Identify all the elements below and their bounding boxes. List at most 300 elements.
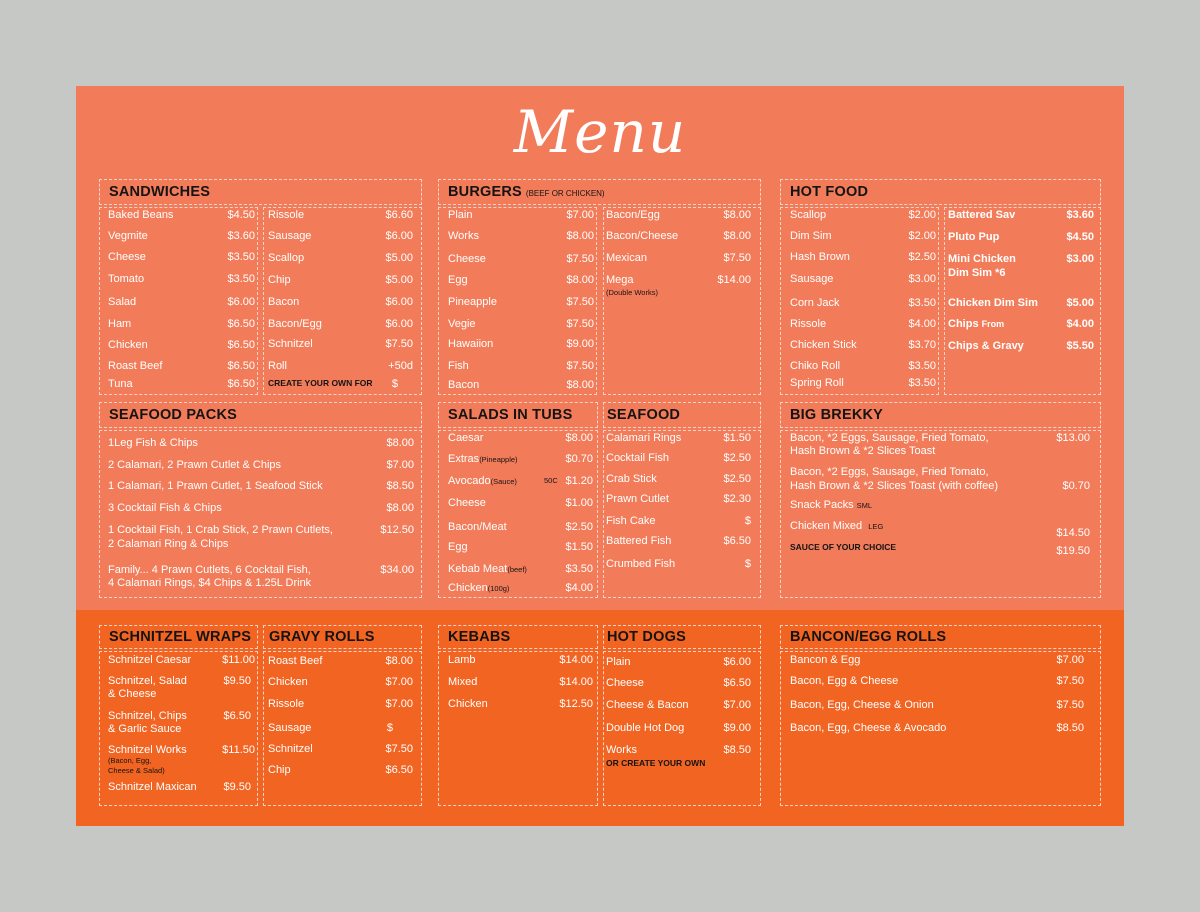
item-name: Mexican [606, 252, 647, 264]
item-name: Chicken Mixed [790, 520, 863, 532]
item-name: Rissole [790, 318, 827, 330]
item-price: $3.50 [227, 251, 255, 263]
list-item [268, 676, 413, 690]
item-name: Works [448, 230, 479, 242]
item-price: $11.00 [222, 654, 255, 666]
item-price: $8.00 [385, 655, 413, 667]
create-your-own-row [268, 378, 398, 392]
list-item [268, 230, 413, 244]
item-name: Sausage [790, 273, 834, 285]
item-name: Schnitzel Maxican [108, 781, 197, 793]
item-name: Spring Roll [790, 377, 844, 389]
item-price: $6.50 [385, 764, 413, 776]
item-price: $6.00 [723, 656, 751, 668]
list-item [448, 209, 594, 223]
item-name: Tuna [108, 378, 133, 390]
item-price: $8.00 [566, 274, 594, 286]
list-item [108, 710, 251, 724]
item-price: $3.50 [565, 563, 593, 575]
item-name: (100g) [487, 584, 510, 593]
list-item [268, 252, 413, 266]
list-item [108, 360, 255, 374]
item-name: Hash Brown [790, 251, 850, 263]
item-price: $2.50 [565, 521, 593, 533]
list-item [108, 209, 255, 223]
item-name: Plain [448, 209, 473, 221]
item-name: Cheese [108, 251, 146, 263]
item-price: $2.00 [908, 209, 936, 221]
item-price: $4.50 [227, 209, 255, 221]
item-price: $9.50 [223, 781, 251, 793]
gravy-rolls-header [263, 625, 422, 649]
item-price: $6.00 [385, 230, 413, 242]
list-item [448, 432, 593, 446]
burgers-note: (BEEF OR CHICKEN) [525, 189, 605, 198]
list-item [790, 377, 936, 391]
list-item [108, 524, 414, 538]
list-item [268, 318, 413, 332]
item-price: $7.50 [1056, 699, 1084, 711]
item-price: $3.00 [908, 273, 936, 285]
list-item [268, 209, 413, 223]
item-name: Cheese & Bacon [606, 699, 689, 711]
list-item [606, 209, 751, 223]
item-name: Hash Brown & *2 Slices Toast [790, 445, 936, 457]
list-item [606, 535, 751, 549]
list-item-line2 [108, 688, 251, 702]
item-name: Plain [606, 656, 631, 668]
list-item [606, 656, 751, 670]
item-name: Avocado [448, 475, 491, 487]
brekky-price-3 [790, 527, 1090, 541]
list-item [948, 253, 1094, 267]
item-name: Chip [268, 274, 291, 286]
item-name: Roast Beef [268, 655, 323, 667]
hot-dogs-heading: HOT DOGS [607, 629, 686, 645]
list-item [606, 473, 751, 487]
item-price: $9.00 [566, 338, 594, 350]
item-price: $7.00 [1056, 654, 1084, 666]
item-name: 4 Calamari Rings, $4 Chips & 1.25L Drink [108, 577, 312, 589]
list-item [948, 231, 1094, 245]
item-name: Snack Packs [790, 499, 854, 511]
item-price: $3.60 [1066, 209, 1094, 221]
egg-rolls-heading: BANCON/EGG ROLLS [790, 629, 947, 645]
item-price: $5.50 [1066, 340, 1094, 352]
list-item [448, 521, 593, 535]
item-price: $8.00 [565, 432, 593, 444]
item-price: $1.50 [565, 541, 593, 553]
item-name: Bacon [448, 379, 480, 391]
item-price: $4.00 [1066, 318, 1094, 330]
list-item [448, 379, 594, 393]
item-name: 1 Calamari, 1 Prawn Cutlet, 1 Seafood Stick [108, 480, 323, 492]
item-name: Bacon, Egg & Cheese [790, 675, 899, 687]
list-item [448, 338, 594, 352]
item-price: $9.50 [223, 675, 251, 687]
item-name: 2 Calamari, 2 Prawn Cutlet & Chips [108, 459, 282, 471]
item-name: Scallop [268, 252, 305, 264]
item-name: From [981, 319, 1005, 329]
item-price: $2.50 [723, 452, 751, 464]
item-name: Vegmite [108, 230, 148, 242]
item-name: Scallop [790, 209, 827, 221]
item-name: Sausage [268, 722, 312, 734]
item-price: $1.50 [723, 432, 751, 444]
big-brekky-header [780, 402, 1101, 428]
item-price: $3.50 [908, 297, 936, 309]
item-name: Schnitzel, Salad [108, 675, 187, 687]
salads-heading: SALADS IN TUBS [448, 407, 573, 423]
item-name: Chicken Dim Sim [948, 297, 1038, 309]
list-item [790, 230, 936, 244]
list-item [948, 209, 1094, 223]
item-name: Schnitzel Works [108, 744, 187, 756]
burgers-heading: BURGERS [448, 184, 522, 200]
sandwiches-heading: SANDWICHES [109, 184, 211, 200]
list-item [790, 360, 936, 374]
item-price: $8.00 [566, 379, 594, 391]
burgers-header [438, 179, 761, 205]
item-name: Mega [606, 274, 634, 286]
item-name: Chiko Roll [790, 360, 841, 372]
list-item [606, 230, 751, 244]
item-name: Bacon/Meat [448, 521, 507, 533]
item-name: Corn Jack [790, 297, 840, 309]
list-item [108, 251, 255, 265]
mega-note-row [606, 288, 706, 302]
item-name: Cheese & Salad) [108, 766, 165, 775]
item-price: $6.50 [723, 677, 751, 689]
list-item [448, 497, 593, 511]
item-price: $8.00 [386, 437, 414, 449]
item-price: $6.00 [227, 296, 255, 308]
item-price: $6.00 [385, 296, 413, 308]
list-item [268, 698, 413, 712]
item-price: $7.50 [566, 318, 594, 330]
brekky-item-2-line2 [790, 480, 1090, 494]
list-item [108, 230, 255, 244]
item-name: Tomato [108, 273, 145, 285]
item-name: 2 Calamari Ring & Chips [108, 538, 229, 550]
list-item [268, 655, 413, 669]
item-name: Dim Sim [790, 230, 832, 242]
list-item [448, 582, 593, 596]
item-price: $8.50 [386, 480, 414, 492]
item-name: Fish [448, 360, 469, 372]
list-item [108, 781, 251, 795]
item-name: Chicken Stick [790, 339, 857, 351]
item-name: Egg [448, 541, 468, 553]
list-item [448, 296, 594, 310]
list-item [606, 558, 751, 572]
item-price: $8.00 [566, 230, 594, 242]
item-price: $6.50 [723, 535, 751, 547]
list-item [790, 318, 936, 332]
list-item [108, 564, 414, 578]
list-item-note [108, 766, 208, 776]
item-name: Bacon/Egg [268, 318, 322, 330]
list-item [948, 318, 1094, 332]
list-item [790, 297, 936, 311]
item-name: Lamb [448, 654, 476, 666]
item-name: Bacon [268, 296, 300, 308]
hot-food-header [780, 179, 1101, 205]
item-name: Ham [108, 318, 132, 330]
item-name: Calamari Rings [606, 432, 682, 444]
list-item [606, 493, 751, 507]
list-item [448, 360, 594, 374]
item-price: +50d [388, 360, 413, 372]
item-name: (Double Works) [606, 288, 658, 297]
item-name: Dim Sim *6 [948, 267, 1006, 279]
item-name: Cheese [606, 677, 644, 689]
item-name: Fish Cake [606, 515, 656, 527]
list-item [606, 722, 751, 736]
list-item [948, 297, 1094, 311]
item-name: Rissole [268, 209, 305, 221]
item-name: Bacon/Egg [606, 209, 660, 221]
list-item [108, 273, 255, 287]
item-name: CREATE YOUR OWN FOR [268, 378, 373, 388]
list-item [790, 209, 936, 223]
item-name: & Cheese [108, 688, 157, 700]
item-name: Baked Beans [108, 209, 174, 221]
list-item [606, 452, 751, 466]
item-name: 1 Cocktail Fish, 1 Crab Stick, 2 Prawn Cutlets, [108, 524, 333, 536]
list-item [268, 274, 413, 288]
item-name: Chicken [448, 582, 488, 594]
item-name: 1Leg Fish & Chips [108, 437, 198, 449]
list-item [448, 475, 593, 489]
item-name: Cheese [448, 497, 486, 509]
item-name: Chicken [268, 676, 308, 688]
schnitzel-wraps-heading: SCHNITZEL WRAPS [109, 629, 252, 645]
item-name: Roast Beef [108, 360, 163, 372]
item-price: $7.00 [385, 676, 413, 688]
item-name: Kebab Meat [448, 563, 508, 575]
item-name: Crab Stick [606, 473, 657, 485]
item-name: 50C [544, 476, 558, 485]
item-name: Chicken [448, 698, 488, 710]
item-price: $4.00 [565, 582, 593, 594]
list-item-note [108, 756, 208, 766]
item-name: Cocktail Fish [606, 452, 669, 464]
list-item [606, 515, 751, 529]
item-price: $2.00 [908, 230, 936, 242]
hot-food-heading: HOT FOOD [790, 184, 869, 200]
list-item [108, 459, 414, 473]
item-price: $8.00 [723, 209, 751, 221]
item-name: (Pineapple) [479, 455, 518, 464]
item-name: & Garlic Sauce [108, 723, 182, 735]
egg-rolls-header [780, 625, 1101, 649]
item-price: $6.00 [385, 318, 413, 330]
item-price: $0.70 [1062, 480, 1090, 492]
brekky-price-4 [790, 545, 1090, 559]
item-price: $ [391, 378, 398, 390]
list-item [790, 654, 1084, 668]
item-name: Chips & Gravy [948, 340, 1024, 352]
list-item [448, 563, 593, 577]
item-price: $3.50 [227, 273, 255, 285]
item-price: $5.00 [385, 274, 413, 286]
list-item [790, 722, 1084, 736]
item-price: $3.60 [227, 230, 255, 242]
item-name: Bacon, *2 Eggs, Sausage, Fried Tomato, [790, 466, 989, 478]
list-item [448, 274, 594, 288]
item-price: $ [386, 722, 393, 734]
list-item [268, 338, 413, 352]
seafood-header [603, 402, 761, 428]
item-price: $34.00 [380, 564, 414, 576]
item-name: Battered Fish [606, 535, 672, 547]
item-price: $12.50 [380, 524, 414, 536]
item-price: $1.00 [565, 497, 593, 509]
item-price: $11.50 [222, 744, 255, 756]
item-name: Schnitzel Caesar [108, 654, 192, 666]
item-name: Crumbed Fish [606, 558, 676, 570]
item-price: $7.00 [385, 698, 413, 710]
item-price: $6.50 [227, 360, 255, 372]
item-price: $6.50 [227, 339, 255, 351]
schnitzel-wraps-header [99, 625, 258, 649]
item-price: $4.00 [908, 318, 936, 330]
brekky-item-2 [790, 466, 1090, 480]
item-price: $19.50 [1056, 545, 1090, 557]
item-name: Schnitzel [268, 743, 313, 755]
list-item [108, 339, 255, 353]
list-item [108, 654, 255, 668]
item-price: $7.50 [723, 252, 751, 264]
item-price: $7.00 [566, 209, 594, 221]
list-item [606, 699, 751, 713]
item-price: $2.50 [908, 251, 936, 263]
list-item [268, 296, 413, 310]
gravy-rolls-heading: GRAVY ROLLS [269, 629, 375, 645]
kebabs-box [438, 651, 598, 806]
list-item [948, 340, 1094, 354]
list-item [268, 722, 393, 736]
item-price: $8.50 [1056, 722, 1084, 734]
snack-packs-row [790, 499, 1090, 513]
item-price: $6.50 [223, 710, 251, 722]
list-item [606, 677, 751, 691]
item-price: $3.50 [908, 377, 936, 389]
list-item [606, 252, 751, 266]
item-price: $ [744, 558, 751, 570]
item-price: $2.50 [723, 473, 751, 485]
salads-header [438, 402, 598, 428]
item-price: $12.50 [559, 698, 593, 710]
item-price: $0.70 [565, 453, 593, 465]
item-price: $9.00 [723, 722, 751, 734]
item-price: $7.50 [1056, 675, 1084, 687]
item-name: 3 Cocktail Fish & Chips [108, 502, 222, 514]
item-price: $14.00 [717, 274, 751, 286]
seafood-packs-header [99, 402, 422, 428]
item-name: Chicken [108, 339, 148, 351]
list-item [606, 274, 751, 288]
brekky-item-1-line2 [790, 445, 1090, 459]
list-item [108, 378, 255, 392]
brekky-item-1 [790, 432, 1090, 446]
kebabs-heading: KEBABS [448, 629, 511, 645]
list-item [268, 743, 413, 757]
item-price: $7.00 [386, 459, 414, 471]
item-price: $13.00 [1056, 432, 1090, 444]
kebabs-header [438, 625, 598, 649]
list-item [268, 764, 413, 778]
item-name: Schnitzel, Chips [108, 710, 187, 722]
list-item [108, 296, 255, 310]
list-item [448, 230, 594, 244]
item-name: Caesar [448, 432, 484, 444]
item-price: $6.60 [385, 209, 413, 221]
item-name: Family... 4 Prawn Cutlets, 6 Cocktail Fish, [108, 564, 311, 576]
list-item [108, 480, 414, 494]
item-price: $3.00 [1066, 253, 1094, 265]
seafood-packs-heading: SEAFOOD PACKS [109, 407, 238, 423]
list-item [448, 541, 593, 555]
item-price: $14.00 [559, 676, 593, 688]
item-price: $1.20 [565, 475, 593, 487]
list-item [448, 253, 594, 267]
item-name: Chip [268, 764, 291, 776]
item-price: $7.50 [566, 296, 594, 308]
list-item [448, 676, 593, 690]
item-name: Mixed [448, 676, 478, 688]
item-price: $14.00 [559, 654, 593, 666]
item-name: Mini Chicken [948, 253, 1016, 265]
list-item [790, 699, 1084, 713]
item-price: $4.50 [1066, 231, 1094, 243]
item-name: (Bacon, Egg, [108, 756, 152, 765]
item-price: $8.00 [386, 502, 414, 514]
create-your-own-row [606, 758, 746, 772]
item-price: $6.50 [227, 318, 255, 330]
item-price: $7.50 [566, 360, 594, 372]
list-item [606, 744, 751, 758]
item-price: $ [744, 515, 751, 527]
list-item-line2 [108, 538, 414, 552]
item-name: Sausage [268, 230, 312, 242]
hot-dogs-header [603, 625, 761, 649]
item-name: Bancon & Egg [790, 654, 861, 666]
list-item [448, 318, 594, 332]
item-name: Bacon, *2 Eggs, Sausage, Fried Tomato, [790, 432, 989, 444]
item-name: Battered Sav [948, 209, 1016, 221]
item-name: OR CREATE YOUR OWN [606, 758, 706, 768]
item-name: Bacon, Egg, Cheese & Onion [790, 699, 934, 711]
item-name: Pluto Pup [948, 231, 1000, 243]
item-name: SML [856, 501, 873, 510]
menu-board [76, 86, 1124, 826]
list-item-line2 [108, 577, 414, 591]
item-price: $3.70 [908, 339, 936, 351]
item-name: Salad [108, 296, 137, 308]
list-item [606, 432, 751, 446]
item-name: (Sauce) [490, 477, 517, 486]
item-price: $8.50 [723, 744, 751, 756]
list-item-line2 [948, 267, 1048, 281]
item-name: Hash Brown & *2 Slices Toast (with coffee) [790, 480, 999, 492]
item-name: Cheese [448, 253, 486, 265]
item-price: $5.00 [1066, 297, 1094, 309]
item-name: Rissole [268, 698, 305, 710]
list-item [448, 453, 593, 467]
big-brekky-heading: BIG BREKKY [790, 407, 884, 423]
